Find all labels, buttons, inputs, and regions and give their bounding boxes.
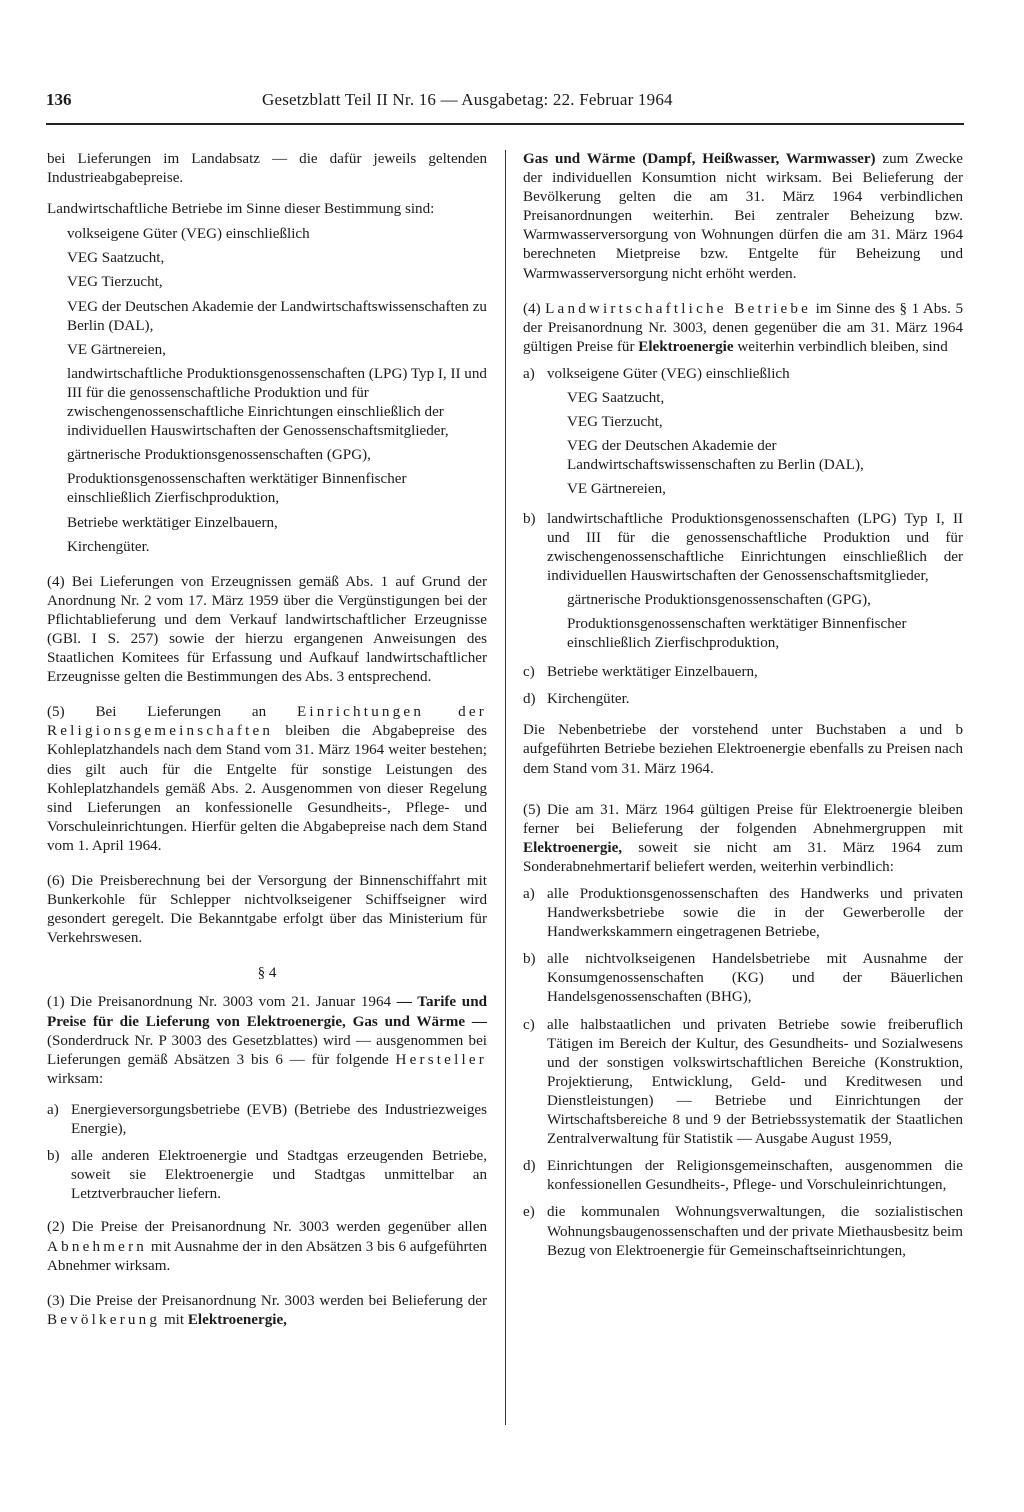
list-label: c) — [523, 1016, 535, 1033]
section4-paragraph-3 — [47, 1292, 487, 1330]
left-column — [47, 150, 487, 1342]
list-item: Kirchengüter. — [67, 538, 150, 555]
sub-item: VE Gärtnereien, — [567, 481, 666, 498]
agri-list — [47, 225, 487, 556]
list-label: d) — [523, 691, 536, 708]
bold-term: Elektroenergie, — [187, 1311, 287, 1328]
list-entry — [47, 1101, 487, 1139]
list-text: landwirtschaftliche Produktionsgenossenschaften (LPG) Typ I, II und III für die genossenschaftliche Produktion und für zwischengenossenschaftliche Einrichtungen einschließlich der individuellen Hauswirtschaften der Genossenschaftsmitglieder, — [547, 510, 963, 584]
text-run: wirksam: — [47, 1070, 104, 1087]
list-item: VEG Saatzucht, — [67, 250, 165, 267]
text-run: (2) Die Preise der Preisanordnung Nr. 3003 werden gegenüber allen — [47, 1219, 487, 1236]
continued-paragraph — [523, 150, 963, 284]
paragraph-4 — [523, 300, 963, 357]
list-text: alle anderen Elektroenergie und Stadtgas erzeugenden Betriebe, soweit sie Elektroenergie und Stadtgas unmittelbar an Letztverbraucher liefern. — [71, 1148, 487, 1203]
text-run: (5) Die am 31. März 1964 gültigen Preise für Elektroenergie bleiben ferner bei Belieferung der folgenden Abnehmergruppen mit — [523, 801, 963, 837]
page-number: 136 — [46, 90, 72, 109]
list-label: d) — [523, 1158, 536, 1175]
section4-paragraph-1 — [47, 993, 487, 1088]
right-column — [523, 150, 963, 1269]
list-item: landwirtschaftliche Produktionsgenossenschaften (LPG) Typ I, II und III für die genossenschaftliche Produktion und für zwischengenossenschaftliche Einrichtungen einschließlich der individuellen Hauswirtschaften der Genossenschaftsmitglieder, — [67, 365, 487, 440]
list-entry — [523, 365, 963, 384]
agri-definition: Landwirtschaftliche Betriebe im Sinne dieser Bestimmung sind: — [47, 201, 435, 218]
bold-title: — Tarife und Preise für die Lieferung von Elektroenergie, Gas und Wärme — — [47, 994, 487, 1030]
list-entry — [523, 1016, 963, 1150]
list-text: alle nichtvolkseigenen Handelsbetriebe mit Ausnahme der Konsumgenossenschaften (KG) und der Bäuerlichen Handelsgenossenschaften (BHG), — [547, 951, 963, 1006]
sub-item: gärtnerische Produktionsgenossenschaften (GPG), — [567, 591, 871, 608]
list-label: b) — [47, 1148, 60, 1165]
list-text: Betriebe werktätiger Einzelbauern, — [547, 664, 758, 681]
list-text: Kirchengüter. — [547, 691, 630, 708]
list-text: alle Produktionsgenossenschaften des Handwerks und privaten Handwerksbetriebe sowie die in der Gewerberolle der Handwerkskammern eingetragenen Betriebe, — [547, 886, 963, 941]
bold-term: Gas und Wärme (Dampf, Heißwasser, Warmwasser) — [523, 151, 876, 167]
list-text: die kommunalen Wohnungsverwaltungen, die sozialistischen Wohnungsbaugenossenschaften und der private Miethausbesitz beim Bezug von Elektroenergie für Gemeinschaftseinrichtungen, — [547, 1204, 963, 1259]
text-run: (5) Bei Lieferungen an — [47, 704, 297, 721]
section4-paragraph-2 — [47, 1218, 487, 1275]
text-run: zum Zwecke der individuellen Konsumtion nicht wirksam. Bei Belieferung der Bevölkerung gelten die am 31. März 1964 verbindlichen Preisanordnungen weiterhin. Bei zentraler Beheizung bzw. Warmwasserversorgung von Wohnungen dürfen die am 31. März 1964 berechneten Mietpreise bzw. Entgelte für Beheizung und Warmwasserversorgung nicht erhöht werden. — [523, 151, 963, 282]
list-item: gärtnerische Produktionsgenossenschaften (GPG), — [67, 447, 371, 464]
text-run: mit — [160, 1311, 188, 1328]
spaced-term: Hersteller — [395, 1051, 487, 1068]
list-item: Betriebe werktätiger Einzelbauern, — [67, 514, 278, 531]
list-item: Produktionsgenossenschaften werktätiger Binnenfischer einschließlich Zierfischproduktion, — [67, 471, 407, 507]
list-entry — [523, 510, 963, 586]
text-run: im Sinne des § 1 Abs. 5 der Preisanordnung Nr. 3003, denen gegenüber die am 31. März 1964 gültigen Preise für — [523, 300, 963, 355]
list-entry — [523, 1203, 963, 1260]
paragraph-4: (4) Bei Lieferungen von Erzeugnissen gemäß Abs. 1 auf Grund der Anordnung Nr. 2 vom 17. März 1959 über die Vergünstigungen bei der Pflichtablieferung und dem Verkauf landwirtschaftlicher Erzeugnisse (GBl. I S. 257) sowie der hierzu ergangenen Anweisungen des Staatlichen Komitees für Erfassung und Aufkauf landwirtschaftlicher Erzeugnisse gelten die Bestimmungen des Abs. 3 entsprechend. — [47, 573, 487, 686]
column-divider — [505, 150, 506, 1425]
text-run: (3) Die Preise der Preisanordnung Nr. 3003 werden bei Belieferung der — [47, 1292, 487, 1309]
list-label: c) — [523, 664, 535, 681]
list-item: VEG der Deutschen Akademie der Landwirtschaftswissenschaften zu Berlin (DAL), — [67, 298, 487, 334]
spaced-term: Einrichtungen der Religionsgemeinschaften — [47, 704, 487, 740]
bold-term: Elektroenergie — [638, 338, 734, 355]
nebenbetriebe-paragraph: Die Nebenbetriebe der vorstehend unter Buchstaben a und b aufgeführten Betriebe beziehen Elektroenergie ebenfalls zu Preisen nach dem Stand vom 31. März 1964. — [523, 722, 963, 777]
sub-item: VEG Tierzucht, — [567, 414, 663, 431]
intro-paragraph: bei Lieferungen im Landabsatz — die dafür jeweils geltenden Industrieabgabepreise. — [47, 151, 487, 187]
list-text: Energieversorgungsbetriebe (EVB) (Betriebe des Industriezweiges Energie), — [71, 1101, 487, 1138]
list-entry — [523, 950, 963, 1007]
gazette-title: Gesetzblatt Teil II Nr. 16 — Ausgabetag: 22. Februar 1964 — [262, 90, 673, 109]
text-run: (1) Die Preisanordnung Nr. 3003 vom 21. Januar 1964 — [47, 994, 397, 1011]
paragraph-6: (6) Die Preisberechnung bei der Versorgung der Binnenschiffahrt mit Bunkerkohle für Schlepper nichtvolkseigener Schiffseigner wird gesondert geregelt. Die Bekanntgabe erfolgt über das Ministerium für Verkehrswesen. — [47, 873, 487, 947]
sub-item: VEG Saatzucht, — [567, 390, 665, 407]
text-run: mit Ausnahme der in den Absätzen 3 bis 6 aufgeführten Abnehmer wirksam. — [47, 1238, 487, 1274]
list-label: a) — [523, 886, 535, 902]
list-label: a) — [523, 365, 535, 382]
text-run: bleiben die Abgabepreise des Kohleplatzhandels nach dem Stand vom 31. März 1964 weiter bestehen; dies gilt auch für die Entgelte für sonstige Leistungen des Kohleplatzhandels gemäß Abs. 2. Ausgenommen von dieser Regelung sind Lieferungen an konfessionelle Gesundheits-, Pflege- und Vorschuleinrichtungen. Hierfür gelten die Abgabepreise nach dem Stand vom 1. April 1964. — [47, 723, 487, 854]
text-run: soweit sie nicht am 31. März 1964 zum Sonderabnehmertarif beliefert werden, weiterhin verbindlich: — [523, 839, 963, 875]
bold-term: Elektroenergie, — [523, 839, 623, 856]
header-rule — [46, 123, 964, 125]
list-entry — [523, 1157, 963, 1195]
section-heading: § 4 — [257, 965, 277, 982]
list-item: VE Gärtnereien, — [67, 341, 166, 358]
list-text: volkseigene Güter (VEG) einschließlich — [547, 365, 790, 382]
list-label: b) — [523, 951, 536, 968]
text-run: (Sonderdruck Nr. P 3003 des Gesetzblattes) wird — ausgenommen bei Lieferungen gemäß Absätzen 3 bis 6 — für folgende — [47, 1032, 487, 1068]
page-header — [46, 90, 964, 120]
list-entry — [523, 663, 963, 682]
list-label: e) — [523, 1204, 535, 1221]
list-item: VEG Tierzucht, — [67, 274, 163, 291]
list-text: alle halbstaatlichen und privaten Betriebe sowie freiberuflich Tätigen im Bereich der Kultur, des Gesundheits- und Sozialwesens und der sonstigen volkswirtschaftlichen Bereiche (Konstruktion, Projektierung, Entwicklung, Geld- und Kreditwesen und Dienstleistungen) — Betriebe und Einrichtungen der Wirtschaftsbereiche 8 und 9 der Betriebssystematik der Staatlichen Zentralverwaltung für Statistik — Ausgabe August 1959, — [547, 1016, 963, 1148]
spaced-term: Landwirtschaftliche Betriebe — [545, 300, 812, 317]
sub-item: VEG der Deutschen Akademie der Landwirtschaftswissenschaften zu Berlin (DAL), — [567, 438, 864, 474]
paragraph-5 — [523, 801, 963, 877]
list-entry — [523, 690, 963, 709]
text-run: (4) — [523, 300, 546, 317]
paragraph-5 — [47, 703, 487, 856]
spaced-term: Bevölkerung — [47, 1311, 161, 1328]
sub-item: Produktionsgenossenschaften werktätiger Binnenfischer einschließlich Zierfischproduktion, — [567, 615, 907, 652]
list-item: volkseigene Güter (VEG) einschließlich — [67, 226, 310, 243]
list-entry — [523, 885, 963, 942]
list-label: a) — [47, 1101, 59, 1118]
text-run: weiterhin verbindlich bleiben, sind — [733, 338, 948, 355]
spaced-term: Abnehmern — [47, 1238, 148, 1255]
list-entry — [47, 1147, 487, 1204]
list-text: Einrichtungen der Religionsgemeinschaften, ausgenommen die konfessionellen Gesundheits-, Pflege- und Vorschuleinrichtungen, — [547, 1158, 963, 1194]
list-label: b) — [523, 510, 536, 527]
